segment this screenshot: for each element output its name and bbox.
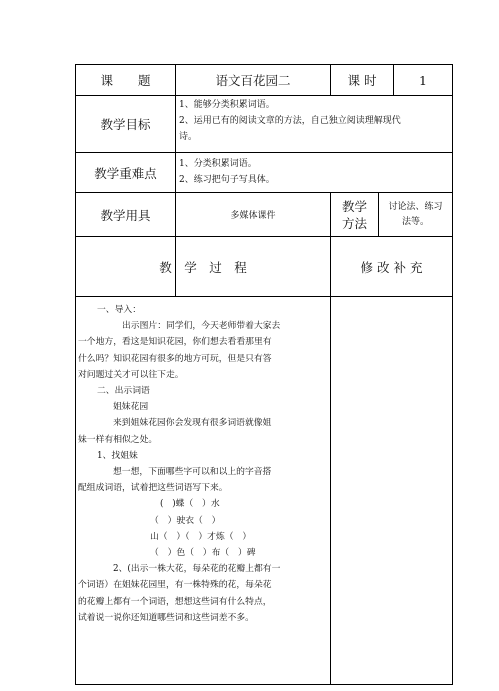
key-points-list [179,156,451,188]
process-line: （ ）驶衣（ ） [150,515,221,526]
process-line: 出示图片：同学们，今天老师带着大家去 [122,321,281,332]
objective-item: 诗。 [179,132,198,142]
method-label-line: 教学 [341,198,367,214]
process-line: 妹一样有相似之处。 [78,434,158,445]
supplement-header: 修 改 补 充 [360,259,423,275]
topic-label: 课 题 [100,73,151,88]
topic-value: 语文百花园二 [215,73,291,88]
key-point-item: 2、练习把句子写具体。 [179,175,275,185]
process-line: 2、(出示一株大花，每朵花的花瓣上都有一 [113,564,281,575]
tools-label: 教学用具 [100,207,151,223]
objectives-label: 教学目标 [100,117,151,132]
method-value-line: 讨论法、练习 [388,201,443,212]
process-line: 个词语）在姐妹花园里，有一株特殊的花，每朵花 [78,580,272,591]
process-line: （ ）色（ ）布（ ）碑 [150,548,256,559]
process-line: 想一想，下面哪些字可以和以上的字音搭 [113,467,272,478]
objective-item: 1、能够分类积累词语。 [179,100,275,110]
process-line: 对问题过关才可以往下走。 [78,369,184,380]
key-points-label: 教学重难点 [94,165,157,181]
process-line: 一个地方，看这是知识花园，你们想去看看那里有 [78,337,272,348]
process-line: 什么吗？知识花园有很多的地方可玩，但是只有答 [78,353,272,364]
lesson-plan-table [75,64,453,685]
column-divider [175,95,176,153]
process-text [78,302,330,626]
method-value-line: 法等。 [401,216,429,227]
tools-value: 多媒体课件 [230,211,276,221]
process-line: 配组成词语，试着把这些词语写下来。 [78,483,228,494]
process-line: 的花瓣上都有一个词语，想想这些词有什么特点， [78,596,272,607]
method-label-line: 方法 [341,215,367,231]
process-line: ( )蝶（ ）水 [160,499,220,510]
process-line: 一、导入： [97,305,141,315]
method-label [331,193,378,236]
process-header: 教 学 过 程 [159,259,247,275]
process-line: 姐妹花园 [113,402,149,413]
process-line: 1、找姐妹 [97,450,138,461]
process-line: 山（ ）（ ）才炼（ ） [150,531,252,542]
method-value [379,193,452,236]
hours-value: 1 [419,72,427,88]
key-point-item: 1、分类积累词语。 [179,159,257,169]
process-line: 来到姐妹花园你会发现有很多词语就像姐 [113,418,272,429]
table-border-bottom [75,684,453,685]
hours-label: 课 时 [347,73,377,88]
supplement-body [331,297,452,684]
process-line: 二、出示词语 [97,386,150,397]
objective-item: 2、运用已有的阅读文章的方法，自己独立阅读理解现代 [179,116,401,126]
table-border-right [452,64,453,685]
process-body [76,297,330,684]
objectives-list [179,97,451,145]
process-line: 试着说一说你还知道哪些词和这些词差不多。 [78,612,254,623]
